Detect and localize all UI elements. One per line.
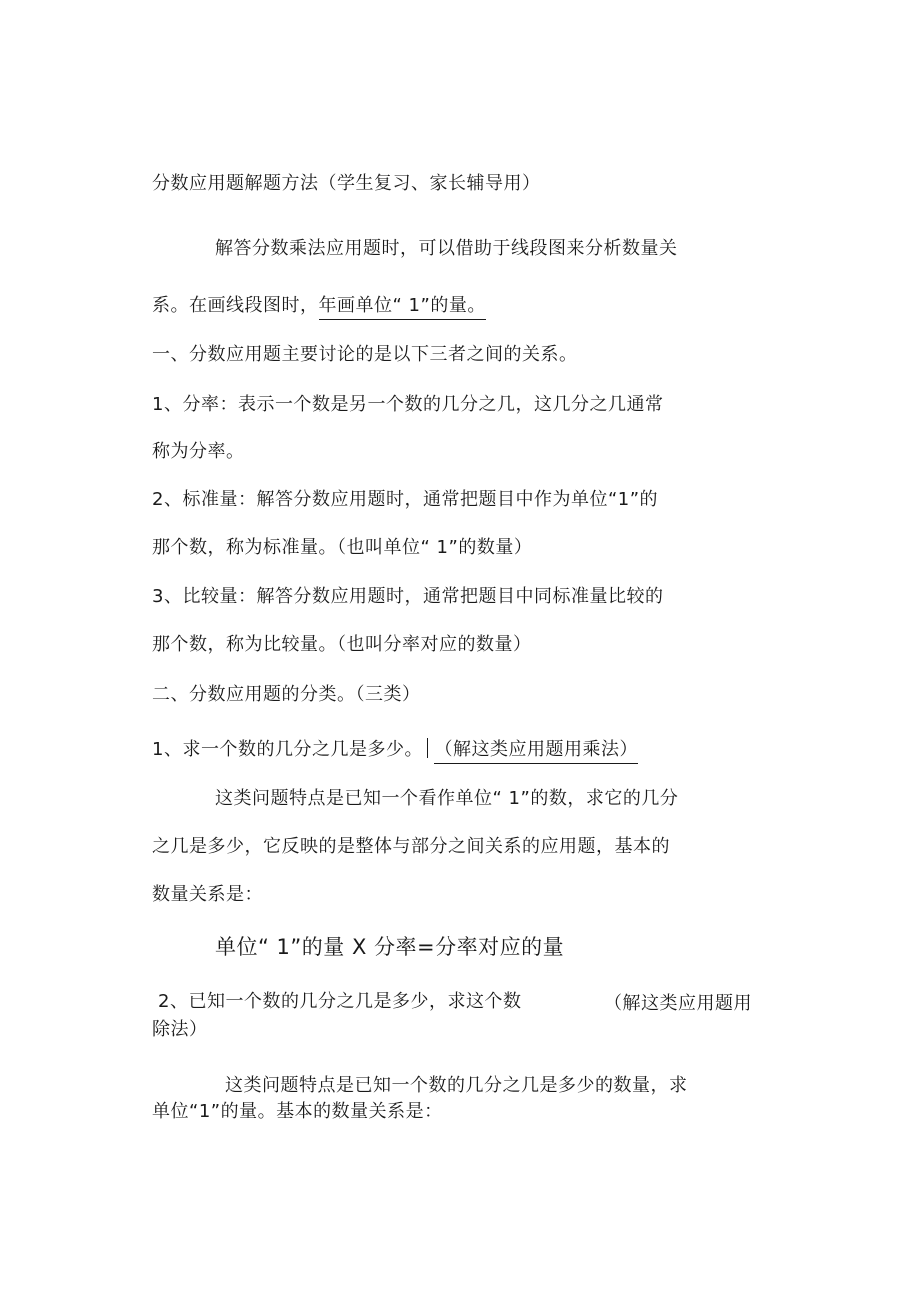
intro-line-2-prefix: 系。在画线段图时， (152, 295, 319, 316)
document-title: 分数应用题解题方法（学生复习、家长辅导用） (152, 173, 541, 194)
section-2-heading: 二、分数应用题的分类。（三类） (152, 684, 421, 705)
type-1-desc-line-2: 之几是多少，它反映的是整体与部分之间关系的应用题，基本的 (152, 836, 670, 857)
item-2-line-2: 那个数，称为标准量。（也叫单位“ 1”的数量） (152, 537, 533, 558)
intro-line-2 (152, 297, 486, 315)
section-1-heading: 一、分数应用题主要讨论的是以下三者之间的关系。 (152, 344, 578, 365)
intro-line-1: 解答分数乘法应用题时，可以借助于线段图来分析数量关 (215, 238, 678, 259)
type-2-note-continued: 除法） (152, 1019, 208, 1040)
item-3-line-2: 那个数，称为比较量。（也叫分率对应的数量） (152, 634, 532, 655)
type-1-title: 1、求一个数的几分之几是多少。 (152, 739, 423, 760)
item-1-line-1: 1、分率：表示一个数是另一个数的几分之几，这几分之几通常 (152, 394, 664, 415)
type-1-title-line (152, 738, 638, 759)
type-2-desc-line-2: 单位“1”的量。基本的数量关系是： (152, 1101, 443, 1122)
item-1-line-2: 称为分率。 (152, 441, 245, 462)
type-2-desc-line-1: 这类问题特点是已知一个数的几分之几是多少的数量，求 (225, 1075, 688, 1096)
type-1-desc-line-3: 数量关系是： (152, 884, 263, 905)
type-1-formula: 单位“ 1”的量 X 分率=分率对应的量 (215, 935, 565, 959)
intro-underlined-text: 年画单位“ 1”的量。 (319, 295, 486, 320)
type-2-title: 2、已知一个数的几分之几是多少，求这个数 (158, 991, 522, 1012)
item-2-line-1: 2、标准量：解答分数应用题时，通常把题目中作为单位“1”的 (152, 489, 659, 510)
vertical-bar (427, 738, 429, 758)
type-1-desc-line-1: 这类问题特点是已知一个看作单位“ 1”的数，求它的几分 (215, 788, 679, 809)
type-2-note: （解这类应用题用 (604, 993, 752, 1014)
item-3-line-1: 3、比较量：解答分数应用题时，通常把题目中同标准量比较的 (152, 586, 664, 607)
type-1-note: （解这类应用题用乘法） (434, 739, 638, 764)
